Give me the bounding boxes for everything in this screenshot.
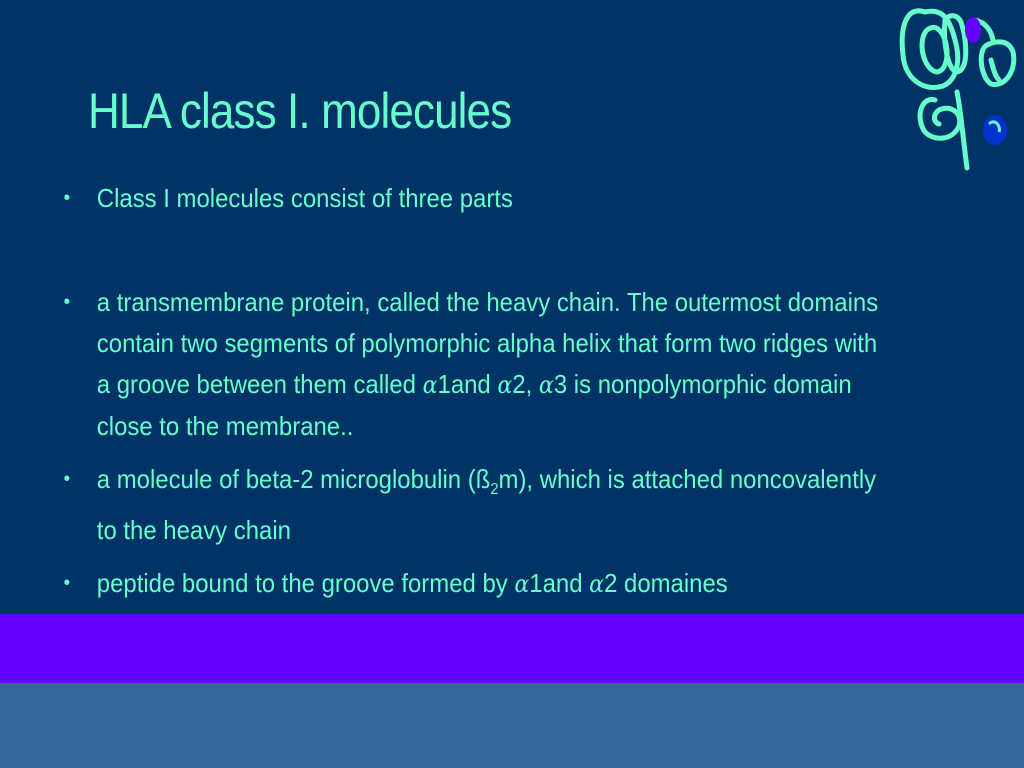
- bullet-dot: •: [63, 572, 71, 595]
- alpha-symbol: α: [589, 570, 605, 599]
- footer-band-blue: [0, 683, 1024, 768]
- bullet-dot: •: [63, 468, 71, 490]
- bullet-text-part: 2 domaines: [604, 568, 728, 599]
- bullet-item-peptide: [60, 563, 888, 605]
- logo-loop-5: [991, 60, 999, 80]
- bullet-dot: •: [63, 187, 71, 209]
- bullet-text-part: m), which is attached noncovalently to the heavy chain: [96, 464, 877, 546]
- footer-band-purple: [0, 614, 1024, 683]
- subscript: 2: [490, 481, 499, 499]
- hla-molecule-doodle-icon: [895, 0, 1024, 175]
- bullet-dot: •: [63, 291, 71, 313]
- bullet-item-heavy-chain: [60, 282, 888, 447]
- logo-dot-purple: [965, 17, 981, 43]
- bullet-text-part: a molecule of beta-2 microglobulin (ß: [96, 464, 491, 494]
- bullet-text-part: 2,: [512, 369, 539, 399]
- bullet-item-three-parts: [60, 178, 888, 219]
- logo-loop-1: [902, 11, 958, 88]
- bullet-text: Class I molecules consist of three parts: [96, 183, 513, 213]
- bullet-text-part: 1and: [437, 369, 498, 399]
- logo-dot-blue: [983, 115, 1007, 145]
- alpha-symbol: α: [538, 371, 554, 399]
- alpha-symbol: α: [514, 570, 530, 599]
- logo-loop-6: [920, 100, 960, 139]
- bullet-item-microglobulin: [60, 459, 888, 551]
- bullet-text-part: 1and: [529, 568, 590, 599]
- slide-title: HLA class I. molecules: [88, 83, 512, 139]
- bullet-text-part: 3 is nonpolymorphic domain close to the membrane..: [96, 369, 852, 441]
- alpha-symbol: α: [422, 371, 438, 399]
- bullet-text-part: a transmembrane protein, called the heavy chain. The outermost domains contain two segments of polymorphic alpha helix that form two ridges with a groove between them called: [96, 287, 879, 399]
- bullet-list: [60, 178, 960, 605]
- alpha-symbol: α: [497, 371, 513, 399]
- bullet-text-part: peptide bound to the groove formed by: [96, 568, 515, 599]
